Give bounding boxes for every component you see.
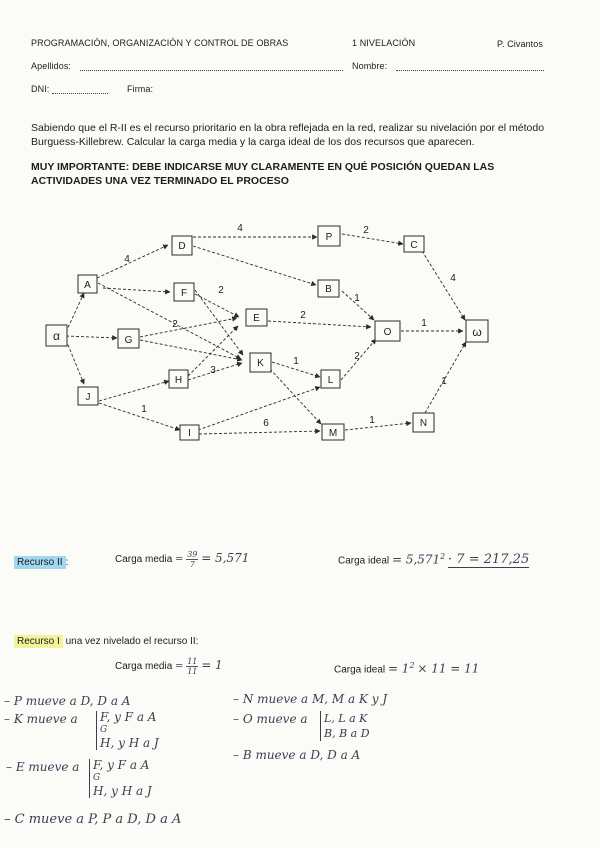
mean-load-label: Carga media [115, 554, 173, 566]
mean-load-result: = 5,571 [201, 551, 250, 566]
duration-label: 4 [450, 273, 456, 284]
mean-load-label: Carga media [115, 661, 173, 673]
resource1-label: Recurso I [14, 635, 63, 648]
resource2-heading: Recurso II : [14, 557, 68, 568]
signature-label: Firma: [127, 84, 154, 94]
note-p-moves: – P mueve a D, D a A [4, 694, 131, 708]
duration-label: 1 [441, 376, 447, 387]
duration-label: 2 [354, 351, 360, 362]
duration-label: 2 [363, 225, 369, 236]
important-note: MUY IMPORTANTE: DEBE INDICARSE MUY CLARAMENTE EN QUÉ POSICIÓN QUEDAN LAS ACTIVIDADES UNA VEZ TERMINADO EL PROCESO [31, 161, 495, 187]
note-b-moves: – B mueve a D, D a A [233, 748, 361, 762]
node-label: B [325, 284, 332, 295]
note-k-options: F, y F a A G H, y H a J [96, 711, 159, 750]
resource1-heading: Recurso I una vez nivelado el recurso II: [14, 636, 198, 647]
node-label: E [253, 313, 260, 324]
node-label: K [257, 358, 264, 369]
ideal-load-label: Carga ideal [334, 664, 386, 676]
node-label: J [85, 392, 91, 403]
node-label: ω [472, 325, 482, 339]
resource2-label: Recurso II [14, 556, 66, 569]
node-label: F [180, 288, 188, 299]
node-label: M [328, 428, 338, 439]
surname-label: Apellidos: [31, 61, 72, 71]
problem-statement: Sabiendo que el R-II es el recurso prioritario en la obra reflejada en la red, realizar su nivelación por el método Burguess-Killebrew. Calcular la carga media y la carga ideal de los dos recursos que aparecen. [31, 122, 545, 148]
duration-label: 6 [263, 418, 269, 429]
ideal-load-label: Carga ideal [338, 555, 390, 567]
duration-label: 3 [210, 365, 216, 376]
duration-label: 2 [172, 319, 178, 330]
ideal-load-result: × 11 = 11 [417, 661, 480, 676]
duration-label: 2 [218, 285, 224, 296]
note-o-options: L, L a K B, B a D [320, 711, 370, 741]
node-label: C [410, 240, 418, 251]
node-label: L [327, 375, 334, 386]
node-label: H [174, 375, 183, 386]
resource2-ideal: Carga ideal = $5,571^2 \cdot 7 = 217,25$ [338, 552, 530, 568]
note-k-moves: – K mueve a [4, 712, 78, 726]
note-c-moves: – C mueve a P, P a D, D a A [4, 812, 182, 827]
duration-label: 1 [421, 318, 427, 329]
dni-label: DNI: [31, 84, 50, 94]
note-o-moves: – O mueve a [233, 712, 308, 726]
resource2-mean: Carga media = $\frac{39}{7}$ = 5,571 [115, 550, 250, 569]
node-label: G [124, 335, 133, 346]
duration-label: 4 [237, 223, 243, 234]
author: P. Civantos [497, 39, 543, 49]
node-label: α [53, 329, 60, 343]
mean-load-result: = 1 [201, 658, 223, 673]
mean-load-fraction: $\frac{39}{7}$ [187, 550, 198, 569]
duration-label: 4 [124, 254, 130, 265]
duration-label: 1 [369, 415, 375, 426]
duration-label: 2 [300, 310, 306, 321]
note-n-moves: – N mueve a M, M a K y J [233, 692, 388, 706]
duration-label: 1 [293, 356, 299, 367]
node-label: P [325, 232, 333, 243]
node-label: O [383, 327, 392, 338]
resource1-mean: Carga media = $\frac{11}{11}$ = 1 [115, 657, 223, 676]
node-label: N [419, 418, 428, 429]
node-label: I [188, 428, 191, 439]
topic-title: 1 NIVELACIÓN [352, 38, 416, 48]
resource1-ideal: Carga ideal = $1^2 \times 11 = 11$ [334, 661, 480, 676]
name-label: Nombre: [352, 61, 388, 71]
duration-label: 1 [354, 293, 360, 304]
node-label: D [178, 241, 186, 252]
note-e-moves: – E mueve a [6, 760, 80, 774]
ideal-load-result: · 7 = 217,25 [448, 552, 530, 568]
mean-load-fraction: $\frac{11}{11}$ [187, 657, 198, 676]
duration-label: 1 [141, 404, 147, 415]
course-title: PROGRAMACIÓN, ORGANIZACIÓN Y CONTROL DE OBRAS [31, 38, 289, 48]
note-e-options: F, y F a A G H, y H a J [89, 759, 152, 798]
node-label: A [84, 280, 91, 291]
